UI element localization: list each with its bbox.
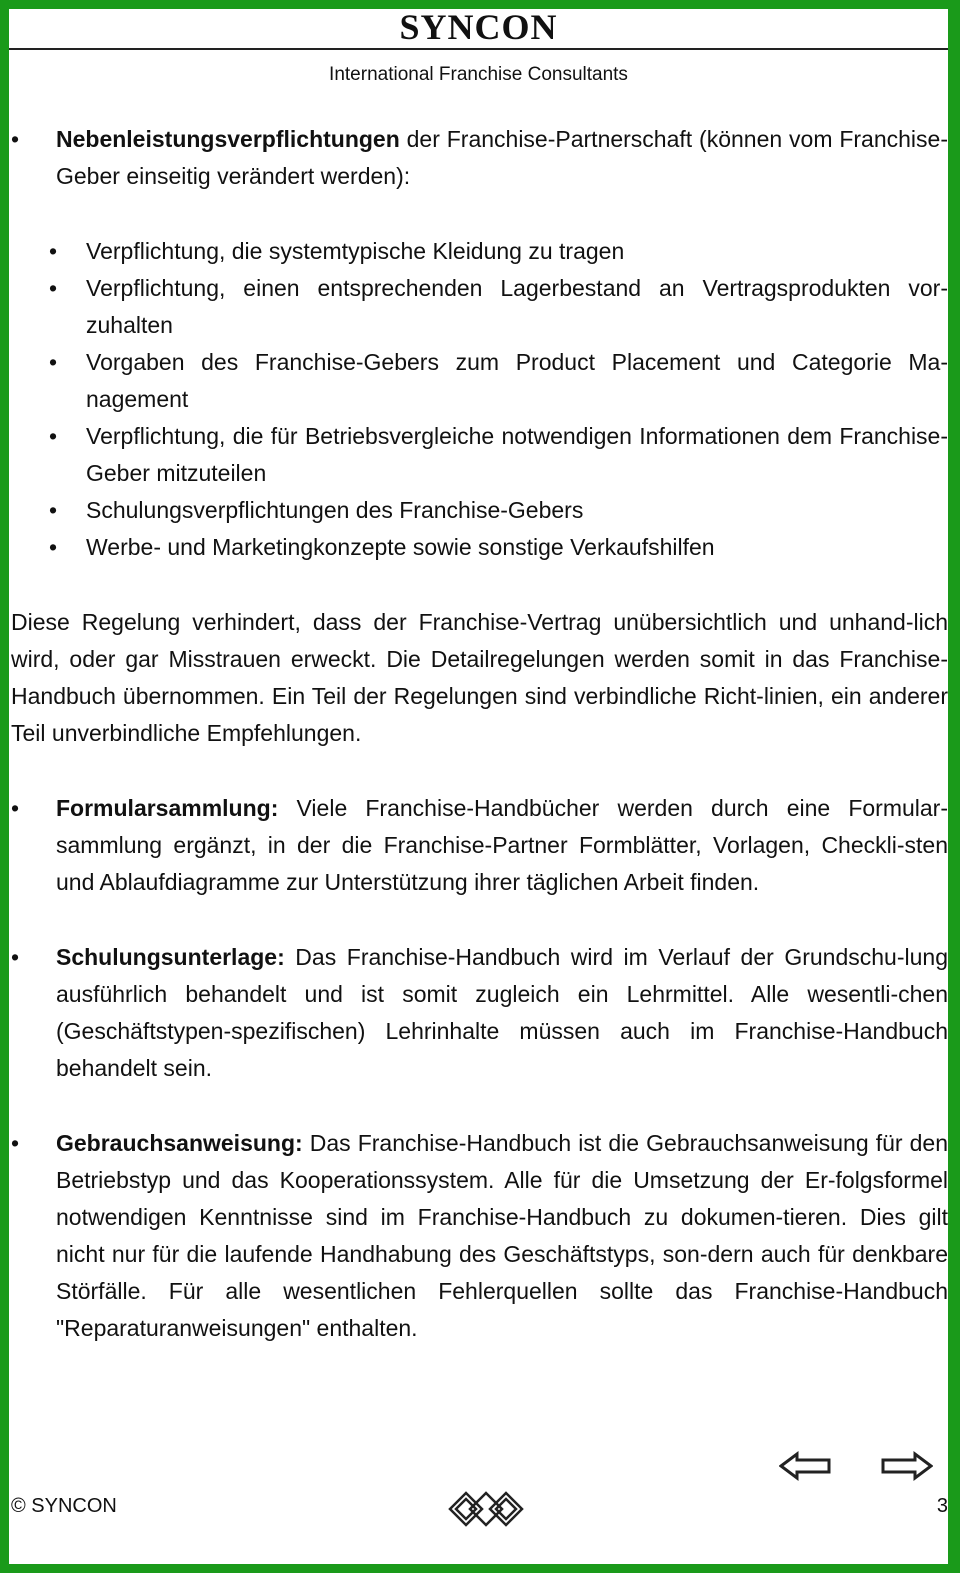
next-page-arrow-icon[interactable]	[879, 1449, 933, 1483]
bullet-icon: •	[49, 275, 58, 301]
bullet-icon: •	[49, 238, 58, 264]
bullet-icon: •	[11, 795, 20, 821]
bullet-icon: •	[49, 349, 58, 375]
page-number: 3	[936, 1495, 948, 1517]
bullet-icon: •	[11, 126, 20, 152]
sub-list-item: • Verpflichtung, die für Betriebsvergleiche notwendigen Informationen dem Franchise-Geber mitzuteilen	[11, 418, 948, 492]
bullet-heading: Schulungsunterlage:	[56, 944, 285, 970]
main-content	[11, 121, 948, 1347]
body-paragraph: Diese Regelung verhindert, dass der Franchise-Vertrag unübersichtlich und unhand-lich wird, oder gar Misstrauen erweckt. Die Detailregelungen werden somit in das Franchise-Handbuch übernommen. Ein Teil der Regelungen sind verbindliche Richt-linien, ein anderer Teil unverbindliche Empfehlungen.	[11, 609, 948, 746]
sub-list-item: • Verpflichtung, einen entsprechenden Lagerbestand an Vertragsprodukten vor-zuhalten	[11, 270, 948, 344]
bullet-schulungsunterlage	[11, 939, 948, 1087]
sub-list-item: • Werbe- und Marketingkonzepte sowie sonstige Verkaufshilfen	[11, 529, 948, 566]
header-subtitle: International Franchise Consultants	[329, 64, 628, 85]
syncon-knot-logo-icon	[446, 1487, 528, 1531]
sub-list-item: • Verpflichtung, die systemtypische Kleidung zu tragen	[11, 233, 948, 270]
sub-list-item: • Schulungsverpflichtungen des Franchise-Gebers	[11, 492, 948, 529]
bullet-heading: Formularsammlung:	[56, 795, 279, 821]
header-rule	[9, 48, 948, 50]
previous-page-arrow-icon[interactable]	[779, 1449, 833, 1483]
bullet-text: Das Franchise-Handbuch wird im Verlauf der Grundschu-lung ausführlich behandelt und ist somit zugleich ein Lehrmittel. Alle wesentli-chen (Geschäftstypen-spezifischen) Lehrinhalte müssen auch im Franchise-Handbuch behandelt sein.	[56, 944, 948, 1081]
bullet-icon: •	[49, 497, 58, 523]
sub-list-item: • Vorgaben des Franchise-Gebers zum Product Placement und Categorie Ma-nagement	[11, 344, 948, 418]
document-page	[9, 9, 948, 1564]
bullet-icon: •	[11, 944, 20, 970]
bullet-text: Viele Franchise-Handbücher werden durch eine Formular-sammlung ergänzt, in der die Franchise-Partner Formblätter, Vorlagen, Checkli-sten und Ablaufdiagramme zur Unterstützung ihrer täglichen Arbeit finden.	[56, 795, 948, 895]
brand-logo: SYNCON	[399, 9, 558, 47]
bullet-heading: Nebenleistungsverpflichtungen	[56, 126, 400, 152]
bullet-gebrauchsanweisung	[11, 1125, 948, 1347]
bullet-nebenleistungen	[11, 121, 948, 195]
bullet-formularsammlung	[11, 790, 948, 901]
bullet-icon: •	[49, 534, 58, 560]
bullet-icon: •	[11, 1130, 20, 1156]
bullet-text: der Franchise-Partnerschaft (können vom Franchise-Geber einseitig verändert werden):	[56, 126, 948, 189]
bullet-heading: Gebrauchsanweisung:	[56, 1130, 303, 1156]
footer-copyright: © SYNCON	[11, 1495, 117, 1517]
bullet-text: Das Franchise-Handbuch ist die Gebrauchsanweisung für den Betriebstyp und das Kooperationssystem. Alle für die Umsetzung der Er-folgsformel notwendigen Kenntnisse sind im Franchise-Handbuch zu dokumen-tieren. Dies gilt nicht nur für die laufende Handhabung des Geschäftstyps, son-dern auch für denkbare Störfälle. Für alle wesentlichen Fehlerquellen sollte das Franchise-Handbuch "Reparaturanweisungen" enthalten.	[56, 1130, 948, 1341]
bullet-icon: •	[49, 423, 58, 449]
